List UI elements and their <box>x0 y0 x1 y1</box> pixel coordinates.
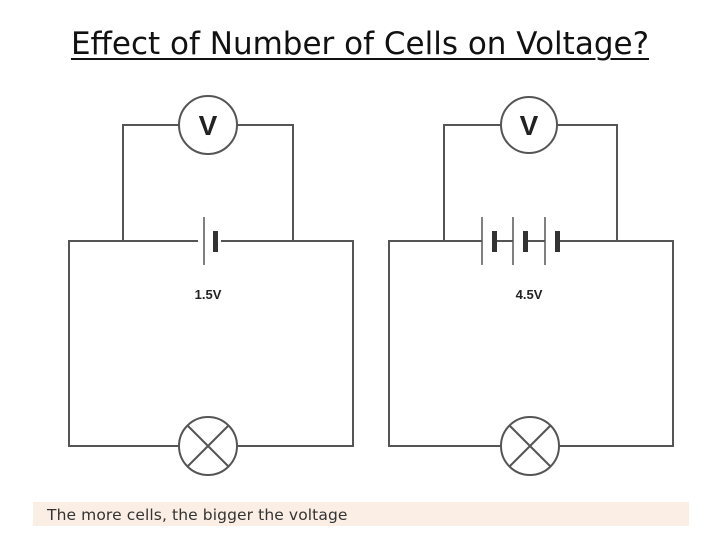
lamp-icon <box>501 417 559 475</box>
circuit-diagram-figure <box>33 84 689 502</box>
wire <box>559 241 673 446</box>
circuit-left <box>69 96 353 475</box>
wire <box>557 125 617 241</box>
voltmeter-label: V <box>519 110 539 141</box>
wire <box>123 125 179 241</box>
wire <box>235 125 293 241</box>
circuit-diagram <box>33 84 689 502</box>
wire <box>444 125 501 241</box>
wire <box>69 241 198 446</box>
caption-text: The more cells, the bigger the voltage <box>47 506 348 524</box>
wire <box>389 241 501 446</box>
caption-bar <box>33 502 689 526</box>
wire <box>221 241 353 446</box>
voltage-label-left: 1.5V <box>194 287 222 302</box>
cell-icon <box>204 217 218 265</box>
cell-icon <box>545 217 577 265</box>
voltage-label-right: 4.5V <box>515 287 543 302</box>
lamp-icon <box>179 417 237 475</box>
voltmeter-label: V <box>198 110 218 141</box>
slide-title: Effect of Number of Cells on Voltage? <box>70 26 650 62</box>
cell-icon <box>482 217 513 265</box>
cell-icon <box>513 217 545 265</box>
circuit-right <box>389 97 673 475</box>
voltmeter-icon <box>179 96 237 154</box>
voltmeter-icon <box>501 97 557 153</box>
